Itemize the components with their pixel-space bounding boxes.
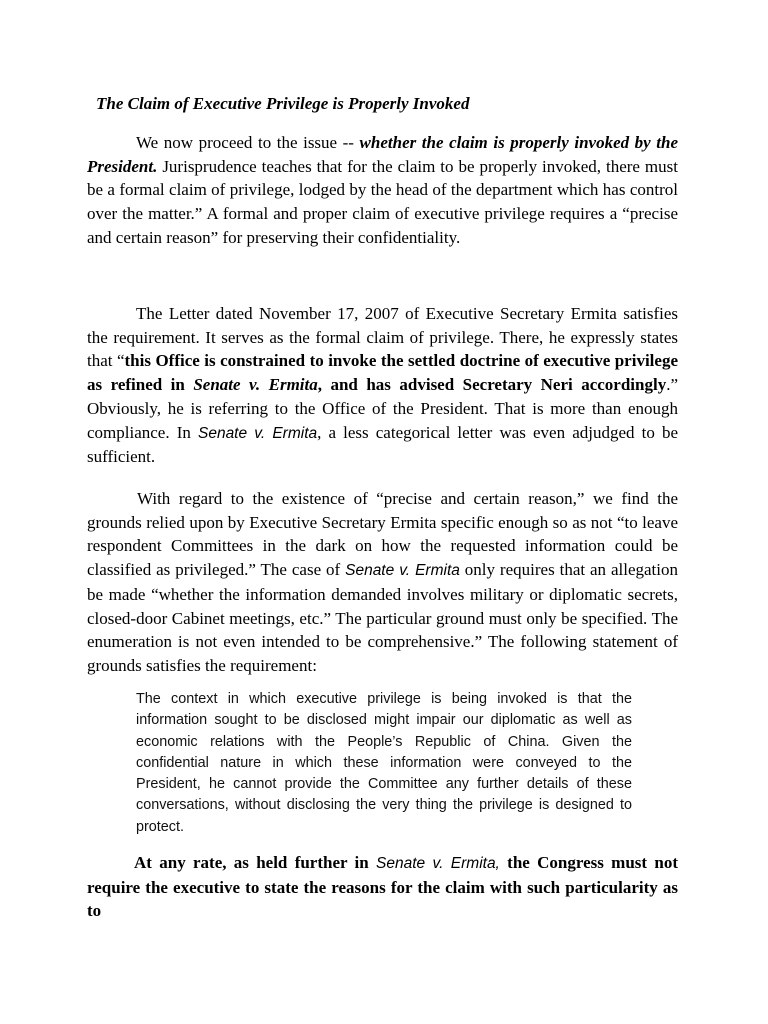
p3-case-name: Senate v. Ermita	[345, 562, 460, 580]
p1-rest: Jurisprudence teaches that for the claim to be properly invoked, there must be a formal claim of privilege, lodged by the head of the department which has control over the matter.” A formal and proper claim of executive privilege requires a “precise and certain reason” for preserving their confidentiality.	[87, 156, 678, 247]
p1-emphasis: whether the claim is properly invoked by the President.	[87, 133, 678, 176]
paragraph-issue	[87, 131, 678, 250]
section-heading: The Claim of Executive Privilege is Properly Invoked	[96, 94, 470, 113]
paragraph-at-any-rate	[87, 851, 678, 923]
p3-rest: only requires that an allegation be made “whether the information demanded involves military or diplomatic secrets, closed-door Cabinet meetings, etc.” The particular ground must only be specified. The enumeration is not even intended to be comprehensive.” The following statement of grounds satisfies the requirement:	[87, 560, 678, 675]
paragraph-grounds	[87, 487, 678, 678]
p3-lead: With regard to the existence of “precise and certain reason,” we find the grounds relied upon by Executive Secretary Ermita specific enough so as not “to leave respondent Committees in the dark on how the requested information could be classified as privileged.” The case of	[87, 489, 678, 580]
p4-lead: At any rate, as held further in	[134, 853, 377, 872]
paragraph-letter	[87, 302, 678, 469]
p2-bold-case-name: Senate v. Ermita	[193, 375, 318, 395]
p4-rest: the Congress must not require the executive to state the reasons for the claim with such particularity as to	[87, 853, 678, 921]
p2-end: , a less categorical letter was even adjudged to be sufficient.	[87, 422, 678, 467]
p2-bold-quote-1: this Office is constrained to invoke the settled doctrine of executive privilege as refined in	[87, 351, 678, 395]
p2-bold-quote-2: , and has advised Secretary Neri accordingly	[317, 375, 667, 395]
block-quote: The context in which executive privilege is being invoked is that the information sought to be disclosed might impair our diplomatic as well as economic relations with the People’s Republic of China. Given the confidential nature in which these information were conveyed to the President, he cannot provide the Committee any further details of these conversations, without disclosing the very thing the privilege is designed to protect.	[136, 691, 632, 835]
p4-case-name: Senate v. Ermita,	[376, 855, 500, 872]
p2-case-name: Senate v. Ermita	[197, 424, 318, 442]
p2-lead: The Letter dated November 17, 2007 of Executive Secretary Ermita satisfies the requirement. It serves as the formal claim of privilege. There, he expressly states that “	[87, 304, 678, 371]
p2-mid: .” Obviously, he is referring to the Office of the President. That is more than enough compliance. In	[87, 375, 678, 442]
p1-lead: We now proceed to the issue --	[136, 133, 360, 152]
